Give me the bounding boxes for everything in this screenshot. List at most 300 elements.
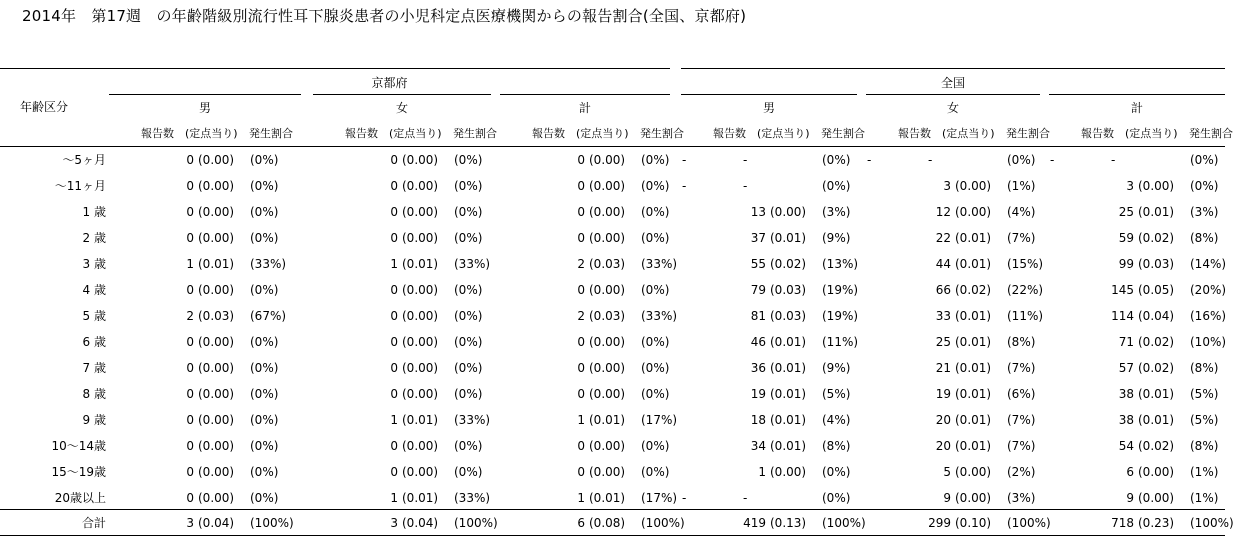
cell-per-point: (0.01) [955, 335, 992, 349]
cell-per-point: (0.00) [198, 153, 235, 167]
cell-report-count: 0 [186, 465, 194, 479]
cell-report-count: 33 [935, 309, 951, 323]
col-report-header: 報告数 [1081, 127, 1114, 140]
cell-per-point: (0.01) [402, 413, 439, 427]
cell-per-point: (0.01) [770, 361, 807, 375]
cell-rate: (0%) [641, 153, 670, 167]
cell-report-count: 718 [1111, 516, 1134, 530]
cell-per-point: (0.05) [1138, 283, 1175, 297]
cell-per-point: (0.00) [402, 283, 439, 297]
cell-report-count: 0 [577, 153, 585, 167]
cell-rate: (0%) [641, 361, 670, 375]
cell-rate: (0%) [454, 335, 483, 349]
cell-rate: (0%) [454, 179, 483, 193]
cell-per-point: (0.00) [198, 465, 235, 479]
cell-report-count: 0 [186, 335, 194, 349]
cell-rate: (0%) [1007, 153, 1036, 167]
cell-per-point: (0.03) [770, 309, 807, 323]
cell-per-point: (0.02) [770, 257, 807, 271]
cell-rate: (11%) [1007, 309, 1044, 323]
cell-rate: (0%) [822, 153, 851, 167]
cell-rate: (0%) [250, 205, 279, 219]
col-per-point-header: (定点当り) [1125, 127, 1178, 140]
cell-per-point: (0.03) [589, 309, 626, 323]
cell-rate: (33%) [454, 413, 491, 427]
cell-rate: (3%) [1007, 491, 1036, 505]
cell-rate: (15%) [1007, 257, 1044, 271]
cell-per-point: (0.00) [1138, 179, 1175, 193]
cell-per-point: (0.00) [770, 205, 807, 219]
col-rate-header: 発生割合 [1006, 127, 1050, 140]
cell-rate: (100%) [822, 516, 866, 530]
cell-rate: (4%) [822, 413, 851, 427]
cell-rate: (7%) [1007, 413, 1036, 427]
sex-label: 女 [946, 101, 959, 115]
cell-dash: - [682, 153, 687, 167]
age-label: 5 歳 [82, 309, 106, 323]
cell-per-point: (0.01) [770, 335, 807, 349]
cell-per-point: (0.00) [589, 153, 626, 167]
cell-report-count: 0 [390, 205, 398, 219]
cell-report-count: 5 [943, 465, 951, 479]
cell-rate: (0%) [250, 491, 279, 505]
cell-rate: (5%) [1190, 413, 1219, 427]
cell-report-count: 18 [750, 413, 766, 427]
cell-rate: (0%) [822, 491, 851, 505]
col-report-header: 報告数 [141, 127, 174, 140]
cell-per-point: (0.03) [1138, 257, 1175, 271]
cell-rate: (0%) [250, 179, 279, 193]
age-label: 〜11ヶ月 [54, 179, 106, 193]
cell-report-count: 57 [1118, 361, 1134, 375]
cell-per-point: (0.00) [589, 465, 626, 479]
cell-per-point: (0.00) [955, 491, 992, 505]
cell-report-count: 0 [577, 361, 585, 375]
col-rate-header: 発生割合 [640, 127, 684, 140]
cell-per-point: (0.01) [589, 413, 626, 427]
cell-rate: (0%) [641, 439, 670, 453]
col-per-point-header: (定点当り) [757, 127, 810, 140]
cell-per-point: (0.03) [589, 257, 626, 271]
cell-per-point: (0.01) [770, 387, 807, 401]
cell-report-count: 0 [186, 413, 194, 427]
cell-dash: - [1050, 153, 1055, 167]
cell-per-point: (0.08) [589, 516, 626, 530]
cell-per-point: (0.01) [770, 231, 807, 245]
col-report-header: 報告数 [532, 127, 565, 140]
cell-report-count: 55 [750, 257, 766, 271]
age-label: 3 歳 [82, 257, 106, 271]
cell-per-point: (0.00) [198, 439, 235, 453]
cell-per-point: (0.02) [1138, 439, 1175, 453]
cell-rate: (100%) [641, 516, 685, 530]
cell-per-point: (0.01) [955, 231, 992, 245]
cell-dash: - [743, 179, 748, 193]
cell-rate: (5%) [1190, 387, 1219, 401]
cell-rate: (0%) [641, 205, 670, 219]
cell-report-count: 99 [1118, 257, 1134, 271]
cell-report-count: 0 [186, 387, 194, 401]
cell-per-point: (0.04) [1138, 309, 1175, 323]
cell-rate: (0%) [1190, 153, 1219, 167]
cell-rate: (5%) [822, 387, 851, 401]
cell-rate: (0%) [250, 465, 279, 479]
cell-report-count: 0 [577, 231, 585, 245]
cell-per-point: (0.01) [955, 413, 992, 427]
cell-rate: (0%) [454, 439, 483, 453]
page-title: 2014年 第17週 の年齢階級別流行性耳下腺炎患者の小児科定点医療機関からの報告割合(全国、京都府) [22, 7, 747, 25]
cell-report-count: 0 [390, 387, 398, 401]
cell-rate: (0%) [250, 283, 279, 297]
cell-per-point: (0.00) [955, 465, 992, 479]
cell-report-count: 25 [1118, 205, 1134, 219]
cell-rate: (33%) [454, 491, 491, 505]
total-label: 合計 [81, 516, 106, 530]
cell-rate: (0%) [454, 283, 483, 297]
cell-report-count: 0 [186, 439, 194, 453]
cell-rate: (19%) [822, 283, 859, 297]
cell-rate: (33%) [641, 257, 678, 271]
cell-report-count: 0 [577, 439, 585, 453]
cell-report-count: 21 [935, 361, 951, 375]
sex-label: 女 [395, 101, 408, 115]
sex-rule [681, 94, 857, 95]
cell-report-count: 9 [943, 491, 951, 505]
age-label: 4 歳 [82, 283, 106, 297]
cell-rate: (6%) [1007, 387, 1036, 401]
cell-per-point: (0.00) [1138, 491, 1175, 505]
cell-report-count: 12 [935, 205, 951, 219]
cell-report-count: 0 [186, 491, 194, 505]
cell-report-count: 1 [577, 413, 585, 427]
cell-per-point: (0.02) [1138, 335, 1175, 349]
cell-rate: (100%) [1190, 516, 1234, 530]
cell-report-count: 0 [577, 179, 585, 193]
cell-report-count: 0 [577, 335, 585, 349]
cell-rate: (0%) [454, 465, 483, 479]
sex-label: 計 [1130, 101, 1143, 115]
cell-rate: (0%) [250, 413, 279, 427]
sex-rule [866, 94, 1040, 95]
cell-report-count: 6 [577, 516, 585, 530]
cell-report-count: 1 [186, 257, 194, 271]
cell-per-point: (0.00) [1138, 465, 1175, 479]
cell-rate: (9%) [822, 361, 851, 375]
cell-rate: (0%) [454, 231, 483, 245]
sex-label: 男 [198, 101, 211, 115]
cell-rate: (1%) [1007, 179, 1036, 193]
header-top-rule [681, 68, 1225, 69]
cell-rate: (4%) [1007, 205, 1036, 219]
cell-report-count: 1 [577, 491, 585, 505]
col-report-header: 報告数 [345, 127, 378, 140]
cell-per-point: (0.01) [1138, 205, 1175, 219]
col-report-header: 報告数 [898, 127, 931, 140]
cell-per-point: (0.13) [770, 516, 807, 530]
cell-per-point: (0.00) [198, 413, 235, 427]
cell-report-count: 36 [750, 361, 766, 375]
header-top-rule [0, 68, 670, 69]
cell-rate: (7%) [1007, 231, 1036, 245]
cell-per-point: (0.04) [402, 516, 439, 530]
cell-per-point: (0.01) [402, 257, 439, 271]
cell-report-count: 0 [390, 309, 398, 323]
age-label: 9 歳 [82, 413, 106, 427]
col-per-point-header: (定点当り) [185, 127, 238, 140]
cell-per-point: (0.01) [1138, 387, 1175, 401]
cell-per-point: (0.00) [589, 231, 626, 245]
cell-per-point: (0.00) [198, 283, 235, 297]
cell-dash: - [682, 179, 687, 193]
cell-report-count: 0 [577, 283, 585, 297]
cell-report-count: 0 [390, 179, 398, 193]
cell-rate: (0%) [250, 387, 279, 401]
cell-report-count: 19 [750, 387, 766, 401]
sex-rule [109, 94, 301, 95]
cell-report-count: 1 [390, 413, 398, 427]
cell-rate: (0%) [822, 179, 851, 193]
cell-report-count: 0 [390, 361, 398, 375]
cell-dash: - [743, 491, 748, 505]
cell-report-count: 114 [1111, 309, 1134, 323]
cell-report-count: 81 [750, 309, 766, 323]
cell-report-count: 38 [1118, 413, 1134, 427]
cell-report-count: 299 [928, 516, 951, 530]
age-label: 8 歳 [82, 387, 106, 401]
cell-rate: (17%) [641, 491, 678, 505]
cell-rate: (19%) [822, 309, 859, 323]
cell-report-count: 6 [1126, 465, 1134, 479]
cell-per-point: (0.00) [589, 439, 626, 453]
age-label: 15〜19歳 [51, 465, 106, 479]
cell-report-count: 22 [935, 231, 951, 245]
cell-report-count: 37 [750, 231, 766, 245]
cell-report-count: 20 [935, 413, 951, 427]
cell-per-point: (0.00) [402, 231, 439, 245]
cell-rate: (22%) [1007, 283, 1044, 297]
cell-report-count: 0 [577, 465, 585, 479]
cell-rate: (3%) [822, 205, 851, 219]
age-label: 1 歳 [82, 205, 106, 219]
cell-report-count: 71 [1118, 335, 1134, 349]
cell-rate: (8%) [822, 439, 851, 453]
cell-rate: (0%) [250, 361, 279, 375]
cell-per-point: (0.00) [198, 491, 235, 505]
cell-report-count: 3 [1126, 179, 1134, 193]
cell-report-count: 46 [750, 335, 766, 349]
sex-rule [313, 94, 491, 95]
cell-per-point: (0.03) [770, 283, 807, 297]
cell-rate: (0%) [250, 439, 279, 453]
region-label: 京都府 [371, 76, 408, 90]
cell-per-point: (0.01) [955, 309, 992, 323]
cell-per-point: (0.00) [198, 231, 235, 245]
cell-report-count: 59 [1118, 231, 1134, 245]
cell-per-point: (0.03) [198, 309, 235, 323]
col-rate-header: 発生割合 [249, 127, 293, 140]
cell-per-point: (0.00) [955, 205, 992, 219]
cell-rate: (0%) [250, 153, 279, 167]
cell-rate: (0%) [250, 231, 279, 245]
cell-rate: (7%) [1007, 439, 1036, 453]
region-label: 全国 [940, 76, 965, 90]
col-per-point-header: (定点当り) [389, 127, 442, 140]
col-per-point-header: (定点当り) [942, 127, 995, 140]
cell-report-count: 0 [577, 205, 585, 219]
cell-per-point: (0.02) [1138, 361, 1175, 375]
cell-report-count: 0 [186, 205, 194, 219]
cell-report-count: 2 [577, 257, 585, 271]
cell-rate: (7%) [1007, 361, 1036, 375]
cell-per-point: (0.23) [1138, 516, 1175, 530]
cell-report-count: 0 [390, 283, 398, 297]
cell-rate: (0%) [454, 309, 483, 323]
cell-per-point: (0.02) [955, 283, 992, 297]
cell-report-count: 145 [1111, 283, 1134, 297]
cell-rate: (9%) [822, 231, 851, 245]
cell-per-point: (0.01) [1138, 413, 1175, 427]
age-header: 年齢区分 [20, 100, 69, 114]
cell-per-point: (0.10) [955, 516, 992, 530]
cell-report-count: 0 [390, 231, 398, 245]
cell-per-point: (0.02) [1138, 231, 1175, 245]
cell-rate: (0%) [1190, 179, 1219, 193]
cell-per-point: (0.01) [955, 387, 992, 401]
age-label: 7 歳 [82, 361, 106, 375]
cell-report-count: 0 [577, 387, 585, 401]
cell-report-count: 0 [186, 153, 194, 167]
cell-report-count: 66 [935, 283, 951, 297]
cell-report-count: 0 [390, 465, 398, 479]
cell-per-point: (0.00) [589, 387, 626, 401]
age-label: 20歳以上 [54, 491, 106, 505]
cell-rate: (17%) [641, 413, 678, 427]
cell-rate: (33%) [641, 309, 678, 323]
cell-report-count: 0 [186, 231, 194, 245]
cell-report-count: 13 [750, 205, 766, 219]
cell-rate: (0%) [641, 283, 670, 297]
cell-report-count: 0 [186, 361, 194, 375]
cell-rate: (0%) [641, 179, 670, 193]
cell-report-count: 0 [390, 335, 398, 349]
cell-rate: (16%) [1190, 309, 1227, 323]
col-per-point-header: (定点当り) [576, 127, 629, 140]
cell-per-point: (0.00) [589, 361, 626, 375]
cell-report-count: 54 [1118, 439, 1134, 453]
bottom-rule [0, 535, 1225, 536]
cell-rate: (8%) [1190, 231, 1219, 245]
col-rate-header: 発生割合 [453, 127, 497, 140]
sex-label: 男 [762, 101, 775, 115]
cell-per-point: (0.00) [402, 205, 439, 219]
cell-report-count: 3 [390, 516, 398, 530]
col-rate-header: 発生割合 [821, 127, 865, 140]
cell-rate: (0%) [641, 465, 670, 479]
cell-per-point: (0.00) [198, 205, 235, 219]
cell-report-count: 25 [935, 335, 951, 349]
cell-report-count: 20 [935, 439, 951, 453]
cell-dash: - [1111, 153, 1116, 167]
cell-report-count: 3 [186, 516, 194, 530]
cell-dash: - [928, 153, 933, 167]
cell-rate: (0%) [454, 361, 483, 375]
cell-per-point: (0.00) [402, 153, 439, 167]
cell-report-count: 2 [186, 309, 194, 323]
sex-label: 計 [578, 101, 591, 115]
cell-per-point: (0.00) [589, 205, 626, 219]
cell-per-point: (0.00) [402, 335, 439, 349]
header-bottom-rule [0, 146, 1225, 147]
cell-per-point: (0.00) [402, 309, 439, 323]
total-rule [0, 509, 1225, 510]
cell-rate: (67%) [250, 309, 287, 323]
cell-rate: (1%) [1190, 465, 1219, 479]
cell-report-count: 19 [935, 387, 951, 401]
cell-per-point: (0.01) [770, 439, 807, 453]
cell-rate: (100%) [1007, 516, 1051, 530]
cell-rate: (33%) [250, 257, 287, 271]
cell-rate: (0%) [454, 387, 483, 401]
cell-report-count: 1 [758, 465, 766, 479]
cell-rate: (14%) [1190, 257, 1227, 271]
cell-per-point: (0.01) [402, 491, 439, 505]
cell-per-point: (0.01) [955, 361, 992, 375]
cell-report-count: 0 [390, 439, 398, 453]
cell-per-point: (0.00) [198, 335, 235, 349]
cell-report-count: 9 [1126, 491, 1134, 505]
cell-per-point: (0.04) [198, 516, 235, 530]
cell-rate: (0%) [454, 153, 483, 167]
cell-rate: (8%) [1190, 361, 1219, 375]
cell-per-point: (0.01) [770, 413, 807, 427]
cell-per-point: (0.00) [198, 179, 235, 193]
cell-rate: (0%) [822, 465, 851, 479]
cell-per-point: (0.00) [589, 283, 626, 297]
age-label: 2 歳 [82, 231, 106, 245]
cell-report-count: 34 [750, 439, 766, 453]
cell-rate: (2%) [1007, 465, 1036, 479]
cell-rate: (100%) [250, 516, 294, 530]
col-rate-header: 発生割合 [1189, 127, 1233, 140]
cell-rate: (0%) [641, 387, 670, 401]
cell-per-point: (0.00) [402, 179, 439, 193]
cell-report-count: 1 [390, 491, 398, 505]
cell-report-count: 0 [186, 179, 194, 193]
cell-per-point: (0.00) [955, 179, 992, 193]
cell-dash: - [682, 491, 687, 505]
cell-rate: (1%) [1190, 491, 1219, 505]
cell-rate: (33%) [454, 257, 491, 271]
cell-dash: - [867, 153, 872, 167]
cell-rate: (0%) [454, 205, 483, 219]
cell-rate: (3%) [1190, 205, 1219, 219]
cell-report-count: 44 [935, 257, 951, 271]
cell-rate: (0%) [250, 335, 279, 349]
cell-rate: (11%) [822, 335, 859, 349]
cell-report-count: 38 [1118, 387, 1134, 401]
cell-report-count: 2 [577, 309, 585, 323]
cell-per-point: (0.00) [402, 439, 439, 453]
cell-report-count: 79 [750, 283, 766, 297]
cell-report-count: 419 [743, 516, 766, 530]
cell-report-count: 0 [186, 283, 194, 297]
cell-rate: (13%) [822, 257, 859, 271]
col-report-header: 報告数 [713, 127, 746, 140]
cell-per-point: (0.00) [589, 179, 626, 193]
age-label: 10〜14歳 [51, 439, 106, 453]
cell-dash: - [743, 153, 748, 167]
cell-rate: (100%) [454, 516, 498, 530]
